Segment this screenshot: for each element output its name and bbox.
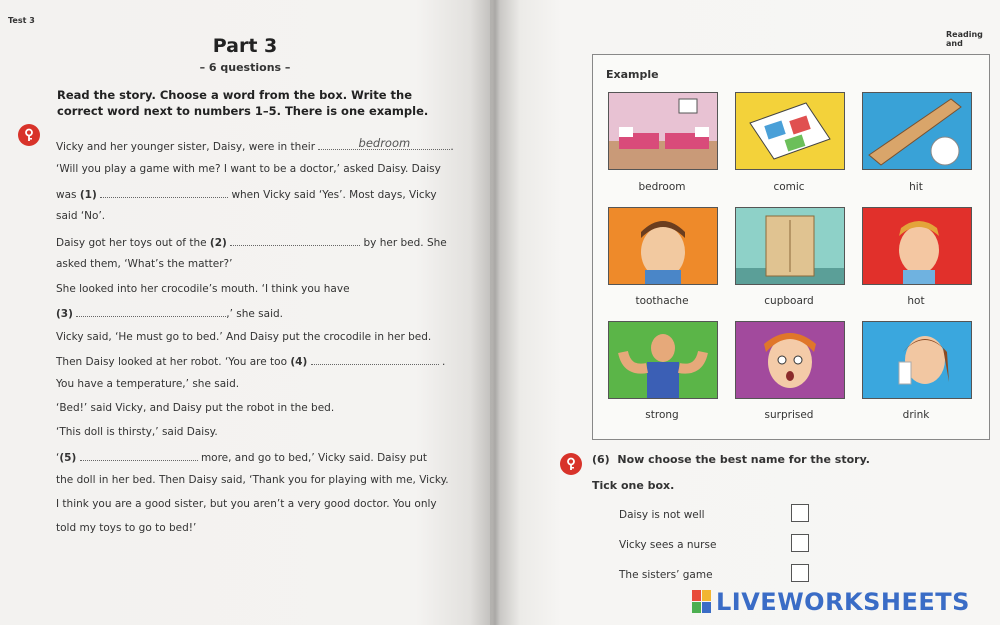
toothache-picture (608, 207, 718, 285)
page-subtitle: – 6 questions – (199, 61, 291, 74)
example-label: Example (606, 68, 659, 81)
drink-picture (862, 321, 972, 399)
comic-picture (735, 92, 845, 170)
story-text: was (56, 189, 77, 201)
story-line-8 (56, 306, 283, 320)
hot-illustration (863, 208, 971, 284)
word-bedroom: bedroom (638, 181, 686, 193)
page-title: Part 3 (212, 35, 278, 57)
word-hit: hit (909, 181, 923, 193)
cupboard-picture (735, 207, 845, 285)
key-icon[interactable] (560, 453, 582, 475)
story-text: by her bed. She (363, 237, 447, 249)
story-line-11: You have a temperature,’ she said. (56, 378, 240, 390)
question-number-4: (4) (290, 356, 308, 368)
example-answer-field (318, 136, 450, 150)
section-label: Reading and (946, 30, 983, 48)
story-text: Vicky and her younger sister, Daisy, were in their (56, 141, 316, 153)
key-icon-glyph (22, 128, 36, 142)
story-text: ,’ she said. (226, 308, 284, 320)
story-line-14 (56, 450, 427, 464)
strong-picture (608, 321, 718, 399)
comic-illustration (736, 93, 844, 169)
story-text: Daisy got her toys out of the (56, 237, 207, 249)
key-icon-glyph (564, 457, 578, 471)
drink-illustration (863, 322, 971, 398)
bedroom-illustration (609, 93, 717, 169)
story-text: ‘ (56, 452, 60, 464)
question-6 (592, 453, 870, 466)
word-surprised: surprised (764, 409, 814, 421)
word-comic: comic (773, 181, 805, 193)
cupboard-illustration (736, 208, 844, 284)
option-1-label: Daisy is not well (619, 509, 705, 521)
story-text: when Vicky said ‘Yes’. Most days, Vicky (231, 189, 437, 201)
story-line-6: asked them, ‘What’s the matter?’ (56, 258, 233, 270)
story-line-16: I think you are a good sister, but you aren’t a very good doctor. You only (56, 498, 437, 510)
word-hot: hot (907, 295, 925, 307)
word-toothache: toothache (635, 295, 689, 307)
option-2-label: Vicky sees a nurse (619, 539, 717, 551)
key-icon[interactable] (18, 124, 40, 146)
word-strong: strong (645, 409, 679, 421)
question-number-1: (1) (79, 189, 97, 201)
answer-input-4[interactable] (311, 354, 439, 365)
surprised-picture (735, 321, 845, 399)
question-number-3: (3) (56, 308, 73, 320)
tick-instruction: Tick one box. (592, 479, 675, 492)
question-number-2: (2) (209, 237, 227, 249)
surprised-illustration (736, 322, 844, 398)
story-line-1 (56, 136, 454, 153)
story-line-7: She looked into her crocodile’s mouth. ‘I think you have (56, 283, 350, 295)
answer-input-3[interactable] (76, 306, 226, 317)
answer-input-1[interactable] (100, 187, 228, 198)
example-answer: bedroom (358, 136, 411, 150)
hit-picture (862, 92, 972, 170)
bedroom-picture (608, 92, 718, 170)
story-line-2: ‘Will you play a game with me? I want to be a doctor,’ asked Daisy. Daisy (56, 163, 441, 175)
word-cupboard: cupboard (764, 295, 814, 307)
story-line-9: Vicky said, ‘He must go to bed.’ And Daisy put the crocodile in her bed. (56, 331, 432, 343)
book-fold (470, 0, 520, 625)
option-2-checkbox[interactable] (791, 534, 809, 552)
question-6-prompt: Now choose the best name for the story. (617, 453, 870, 466)
answer-input-5[interactable] (80, 450, 198, 461)
hit-illustration (863, 93, 971, 169)
hot-picture (862, 207, 972, 285)
test-label: Test 3 (8, 16, 35, 25)
story-line-3 (56, 187, 437, 201)
story-line-13: ‘This doll is thirsty,’ said Daisy. (56, 426, 218, 438)
instructions: Read the story. Choose a word from the box. Write the correct word next to numbers 1–5. There is one example. (57, 88, 429, 118)
story-line-17: told my toys to go to bed!’ (56, 522, 197, 534)
story-line-5 (56, 235, 447, 249)
strong-illustration (609, 322, 717, 398)
option-3-checkbox[interactable] (791, 564, 809, 582)
word-drink: drink (902, 409, 930, 421)
answer-input-2[interactable] (230, 235, 360, 246)
option-1-checkbox[interactable] (791, 504, 809, 522)
question-number-6: (6) (592, 453, 610, 466)
story-line-15: the doll in her bed. Then Daisy said, ‘Thank you for playing with me, Vicky. (56, 474, 449, 486)
question-number-5: (5) (59, 452, 77, 464)
story-text: more, and go to bed,’ Vicky said. Daisy put (200, 452, 427, 464)
liveworksheets-logo: LIVEWORKSHEETS (716, 588, 970, 616)
story-line-10 (56, 354, 445, 368)
liveworksheets-logo-icon (692, 590, 712, 614)
logo-tiles (692, 590, 712, 614)
story-line-4: said ‘No’. (56, 210, 106, 222)
option-3-label: The sisters’ game (619, 569, 713, 581)
story-text: . (450, 141, 454, 153)
story-line-12: ‘Bed!’ said Vicky, and Daisy put the robot in the bed. (56, 402, 335, 414)
toothache-illustration (609, 208, 717, 284)
story-text: . (441, 356, 446, 368)
story-text: Then Daisy looked at her robot. ‘You are too (56, 356, 288, 368)
